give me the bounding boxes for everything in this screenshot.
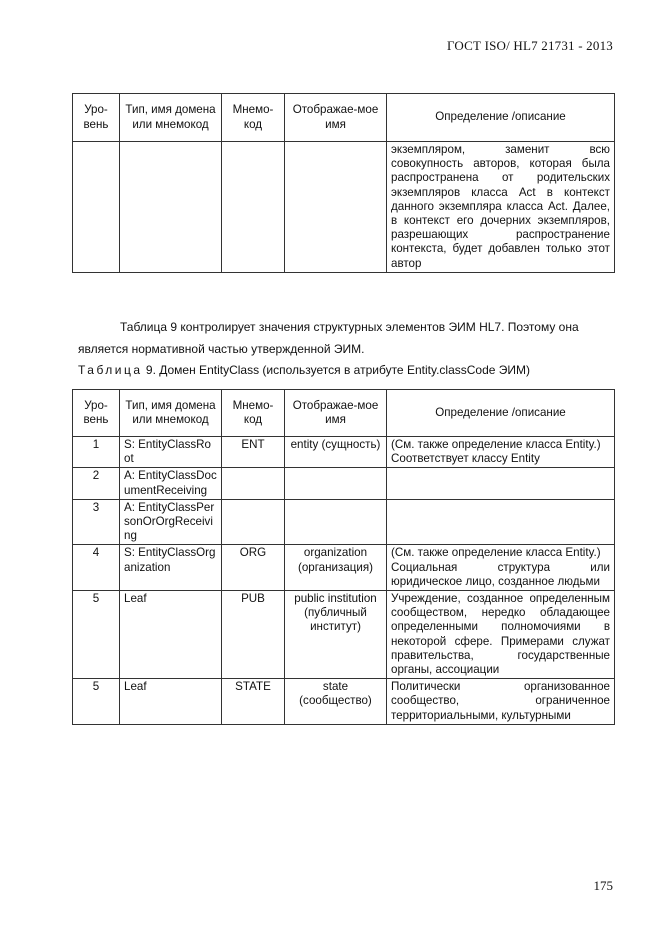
entity-class-table (72, 389, 615, 725)
definition-cell: Политически организованное сообщество, ограниченное территориальными, культурными (387, 679, 615, 725)
document-header: ГОСТ ISO/ HL7 21731 - 2013 (446, 38, 613, 53)
column-header-level: Уро-вень (73, 94, 120, 142)
level-cell: 3 (73, 499, 120, 545)
code-cell: ENT (222, 437, 285, 468)
level-cell: 1 (73, 437, 120, 468)
name-cell: organization (организация) (285, 545, 387, 591)
column-header-name: Отображае-мое имя (285, 390, 387, 437)
name-cell: public institution (публичный институт) (285, 591, 387, 679)
name-cell (285, 499, 387, 545)
table-caption: Таблица 9. Домен EntityClass (используется в атрибуте Entity.classCode ЭИМ) (78, 363, 531, 377)
column-header-level: Уро-вень (73, 390, 120, 437)
body-paragraph: Таблица 9 контролирует значения структурных элементов ЭИМ HL7. Поэтому она является нормативной частью утвержденной ЭИМ. (78, 320, 579, 356)
table-row (73, 591, 615, 679)
code-cell: ORG (222, 545, 285, 591)
definition-cell (387, 499, 615, 545)
column-header-code: Мнемо-код (222, 94, 285, 142)
code-cell: PUB (222, 591, 285, 679)
column-header-code: Мнемо-код (222, 390, 285, 437)
definition-cell: Учреждение, созданное определенным сообществом, нередко обладающее определенными полномочиями в некоторой сфере. Примерами служат правительства, государственные органы, ассоциации (387, 591, 615, 679)
column-header-type: Тип, имя домена или мнемокод (120, 94, 222, 142)
definition-cell: (См. также определение класса Entity.) Социальная структура или юридическое лицо, созданное людьми (387, 545, 615, 591)
column-header-definition: Определение /описание (387, 94, 615, 142)
column-header-name: Отображае-мое имя (285, 94, 387, 142)
table-row (73, 142, 615, 273)
table-row (73, 437, 615, 468)
column-header-definition: Определение /описание (387, 390, 615, 437)
code-cell (222, 468, 285, 499)
code-cell: STATE (222, 679, 285, 725)
name-cell (285, 468, 387, 499)
name-cell: entity (сущность) (285, 437, 387, 468)
definition-cell: (См. также определение класса Entity.) Соответствует классу Entity (387, 437, 615, 468)
table-row (73, 468, 615, 499)
page-number: 175 (593, 878, 613, 893)
name-cell: state (сообщество) (285, 679, 387, 725)
table-header-row (73, 390, 615, 437)
level-cell: 5 (73, 679, 120, 725)
definition-cell: экземпляром, заменит всю совокупность авторов, которая была распространена от родительских экземпляров класса Act в контекст данного экземпляра класса Act. Далее, в контекст его дочерних экземпляров, разрешающих распространение контекста, будет добавлен только этот автор (387, 142, 615, 273)
code-cell (222, 499, 285, 545)
column-header-type: Тип, имя домена или мнемокод (120, 390, 222, 437)
definition-cell (387, 468, 615, 499)
type-cell: S: EntityClassRoot (120, 437, 222, 468)
level-cell: 2 (73, 468, 120, 499)
level-cell: 5 (73, 591, 120, 679)
type-cell: Leaf (120, 591, 222, 679)
table-row (73, 499, 615, 545)
type-cell: A: EntityClassPersonOrOrgReceiving (120, 499, 222, 545)
table-row (73, 679, 615, 725)
table-header-row (73, 94, 615, 142)
table-row (73, 545, 615, 591)
level-cell: 4 (73, 545, 120, 591)
type-cell: Leaf (120, 679, 222, 725)
type-cell: A: EntityClassDocumentReceiving (120, 468, 222, 499)
type-cell: S: EntityClassOrganization (120, 545, 222, 591)
continuation-table (72, 93, 615, 273)
